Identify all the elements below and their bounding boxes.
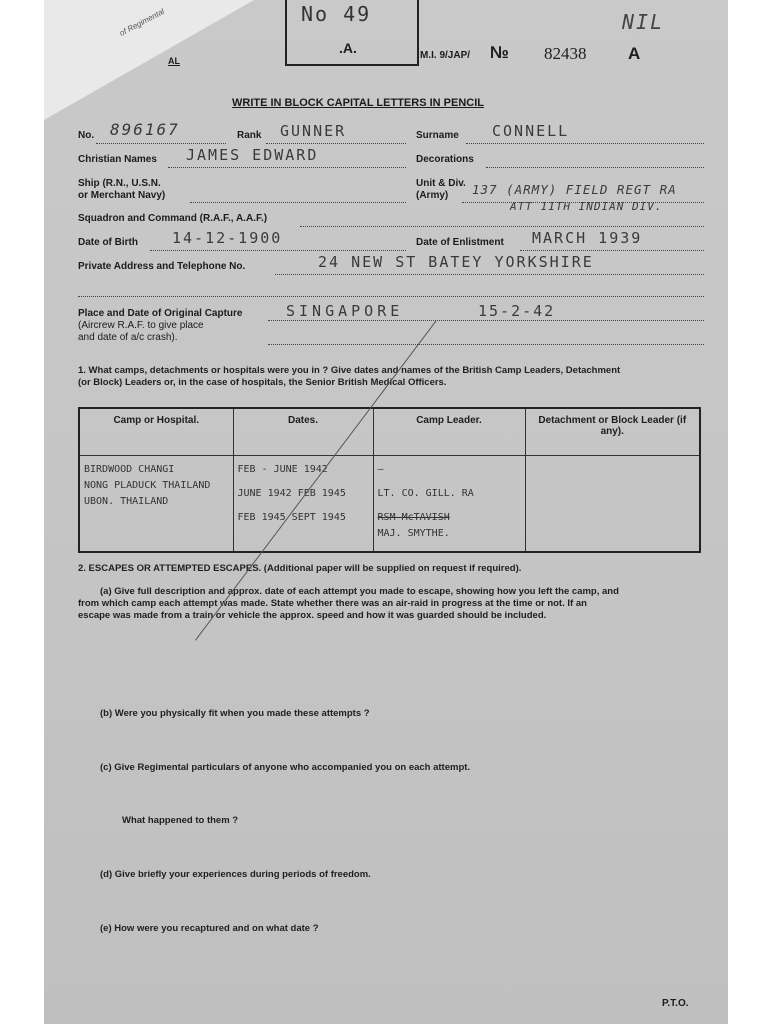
form-title: WRITE IN BLOCK CAPITAL LETTERS IN PENCIL [232,97,484,109]
block-leader-cell [525,456,700,553]
enlistment-label: Date of Enlistment [416,237,504,248]
rank-label: Rank [237,130,262,141]
camps-table [78,407,701,553]
number-box [285,0,419,66]
no-value: 896167 [110,120,180,139]
q2d: (d) Give briefly your experiences during periods of freedom. [100,869,371,880]
table-header-row [79,408,700,456]
capture-place-value: SINGAPORE [286,302,404,320]
column-header: Detachment or Block Leader (if any). [525,408,700,456]
column-header: Camp Leader. [373,408,525,456]
dates-cell [233,456,373,553]
serial-suffix: A [628,44,641,63]
dob-label: Date of Birth [78,237,138,248]
camp-name: UBON. THAILAND [84,496,169,507]
leader-cell [373,456,525,553]
column-header: Dates. [233,408,373,456]
serial-prefix: № [490,43,509,62]
box-letter: .A. [339,40,357,56]
column-header: Camp or Hospital. [79,408,233,456]
capture-label-2: (Aircrew R.A.F. to give place [78,320,204,331]
no-label: No. [78,130,95,141]
mi-code: M.I. 9/JAP/ [420,50,471,61]
capture-date-value: 15-2-42 [478,302,556,320]
camp-name: BIRDWOOD CHANGI [84,464,175,475]
camp-dates: FEB 1945 SEPT 1945 [237,512,346,523]
ship-label-1: Ship (R.N., U.S.N. [78,178,161,189]
camp-dates: FEB - JUNE 1942 [237,464,328,475]
q2e: (e) How were you recaptured and on what date ? [100,923,319,934]
camp-leader: LT. CO. GILL. RA [377,488,474,499]
table-row [79,456,700,553]
address-value: 24 NEW ST BATEY YORKSHIRE [318,253,594,271]
nil-mark: NIL [622,10,665,34]
camp-name: NONG PLADUCK THAILAND [84,480,211,491]
serial-number: 82438 [544,44,587,63]
camp-cell [79,456,233,553]
dob-value: 14-12-1900 [172,229,283,247]
christian-names-value: JAMES EDWARD [186,146,319,164]
unit-label-2: (Army) [416,190,449,201]
camp-leader: — [377,464,384,475]
camp-leader-2: MAJ. SMYTHE. [377,528,450,539]
q2a-line-1: (a) Give full description and approx. date of each attempt you made to escape, showing how you left the camp, and [100,586,619,597]
q2a-line-2: from which camp each attempt was made. State whether there was an air-raid in progress at the time or not. If an [78,598,587,609]
squadron-label: Squadron and Command (R.A.F., A.A.F.) [78,213,268,224]
decorations-label: Decorations [416,154,474,165]
camp-dates: JUNE 1942 FEB 1945 [237,488,346,499]
q2-heading: 2. ESCAPES OR ATTEMPTED ESCAPES. (Additional paper will be supplied on request if required). [78,563,522,574]
christian-names-label: Christian Names [78,154,157,165]
surname-label: Surname [416,130,459,141]
q2c-followup: What happened to them ? [122,815,239,826]
unit-value-1: 137 (ARMY) FIELD REGT RA [472,182,677,197]
camp-leader: RSM McTAVISH [377,512,450,523]
surname-value: CONNELL [492,122,570,140]
q2b: (b) Were you physically fit when you made these attempts ? [100,708,370,719]
unit-label-1: Unit & Div. [416,178,466,189]
capture-label-3: and date of a/c crash). [78,332,178,343]
q1-text-2: (or Block) Leaders or, in the case of hospitals, the Senior British Medical Officers. [78,377,447,388]
enlistment-value: MARCH 1939 [532,229,643,247]
unit-value-2: ATT 11TH INDIAN DIV. [510,200,663,213]
capture-label-1: Place and Date of Original Capture [78,308,243,319]
rank-value: GUNNER [280,122,347,140]
q2c: (c) Give Regimental particulars of anyone who accompanied you on each attempt. [100,762,471,773]
ship-label-2: or Merchant Navy) [78,190,166,201]
al-fragment: AL [168,56,180,66]
corner-fold-text: of Regimental [118,6,166,38]
q2a-line-3: escape was made from a train or vehicle the approx. speed and how it was guarded should be included. [78,610,547,621]
pto-mark: P.T.O. [662,998,689,1009]
box-number: No 49 [301,2,372,26]
address-label: Private Address and Telephone No. [78,261,246,272]
q1-text-1: 1. What camps, detachments or hospitals were you in ? Give dates and names of the British Camp Leaders, Detachment [78,365,621,376]
